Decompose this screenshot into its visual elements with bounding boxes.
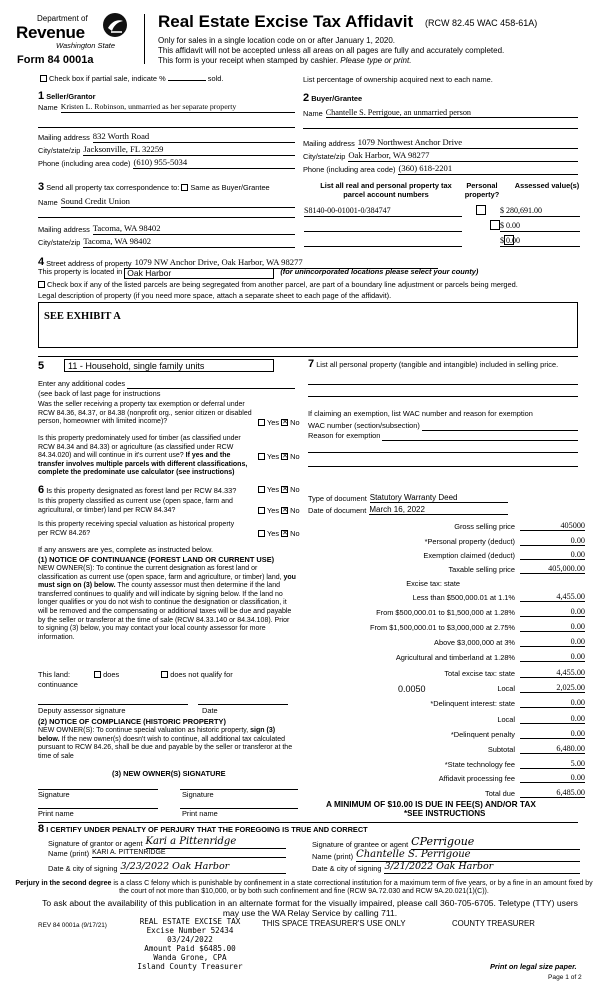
grantee-name-label: Name (print) <box>312 851 354 861</box>
calc-value-delinq-penalty[interactable]: 0.00 <box>520 729 585 739</box>
type-print-note: Please type or print. <box>340 56 412 65</box>
buyer-heading: Buyer/Grantee <box>311 94 363 103</box>
buyer-city-row <box>303 151 578 162</box>
seller-city-label: City/state/zip <box>38 146 81 156</box>
section-8-number: 8 <box>38 823 45 835</box>
notice-1-text-b: you must sign on (3) below. <box>38 573 296 590</box>
see-instructions: *SEE INSTRUCTIONS <box>404 809 486 818</box>
parcel-header-1: List all real and personal property tax <box>320 181 452 190</box>
section-2-title <box>303 92 362 105</box>
doc-date-field[interactable]: March 16, 2022 <box>369 505 508 515</box>
q4-no-checkbox[interactable] <box>281 507 288 514</box>
this-land-label: This land: <box>38 670 71 679</box>
perjury-note <box>10 880 598 897</box>
personal-property-text: List all personal property (tangible and intangible) included in selling price. <box>316 360 559 369</box>
codes-row <box>38 380 295 389</box>
notice-2-title: (2) NOTICE OF COMPLIANCE (HISTORIC PROPERTY) <box>38 717 226 726</box>
deputy-label: Deputy assessor signature <box>38 706 126 715</box>
q1-answers <box>258 419 300 428</box>
calc-label-delinq-penalty: *Delinquent penalty <box>450 730 515 739</box>
notice-2-text-a: NEW OWNER(S): To continue special valuation as historic property, <box>38 727 251 734</box>
buyer-phone-label: Phone (including area code) <box>303 165 396 175</box>
stamp-line-3: 03/24/2022 <box>167 935 213 944</box>
calc-value-tier3[interactable]: 0.00 <box>520 622 585 632</box>
notice-1-text-c: The county assessor must then determine if the land transferred continues to qualify and will indicate by signing below. If the land no longer qualifies or you do not wish to continue the designation or classification, it will be removed and the compensating or additional taxes will be due and payable by the seller or transferor at the time of sale (RCW 84.33.140 or 84.34.108). Prior to signing (3) below, you may contact your local county assessor for more information. <box>38 582 292 641</box>
form-rcw: (RCW 82.45 WAC 458-61A) <box>425 18 538 28</box>
timber-question <box>38 435 258 478</box>
seller-name-row <box>38 103 295 113</box>
stamp-line-6: Island County Treasurer <box>137 962 243 971</box>
calc-label-delinq-local: Local <box>497 715 515 724</box>
q4-answers <box>258 507 300 516</box>
partial-sold-label: sold. <box>207 74 224 83</box>
buyer-mail-field[interactable]: 1079 Northwest Anchor Drive <box>358 138 578 149</box>
calc-value-exemption[interactable]: 0.00 <box>520 550 585 560</box>
corr-mail-row <box>38 224 295 235</box>
grantee-date-city[interactable]: 3/21/2022 Oak Harbor <box>384 862 580 874</box>
calc-label-delinq-interest: *Delinquent interest: state <box>430 699 515 708</box>
q2-yes-checkbox[interactable] <box>258 453 265 460</box>
legal-description-box[interactable] <box>38 302 578 348</box>
no-label: No <box>290 529 300 538</box>
header-divider <box>144 14 145 64</box>
wa-logo-icon <box>102 12 128 38</box>
parcel-3-field[interactable] <box>304 236 462 247</box>
grantee-sig-row <box>312 836 580 850</box>
corr-mail-field[interactable]: Tacoma, WA 98402 <box>93 224 295 235</box>
personal-1-checkbox[interactable] <box>476 205 486 215</box>
state-label: Washington State <box>56 41 116 50</box>
legal-label: Legal description of property (if you need more space, attach a separate sheet to each page of the affidavit). <box>38 291 392 300</box>
local-rate: 0.0050 <box>398 684 426 694</box>
doc-type-field[interactable]: Statutory Warranty Deed <box>370 493 508 503</box>
q5-yes-checkbox[interactable] <box>258 530 265 537</box>
stamp-line-2: Excise Number 52434 <box>146 926 234 935</box>
wac-field[interactable] <box>422 423 578 431</box>
personal-property-line-2 <box>308 396 578 397</box>
seller-phone-row <box>38 158 295 169</box>
revision-label: REV 84 0001a (9/17/21) <box>38 922 107 929</box>
yes-label: Yes <box>267 529 280 538</box>
doc-type-label: Type of document <box>308 493 367 503</box>
yes-label: Yes <box>267 452 280 461</box>
corr-extra-line <box>38 217 295 218</box>
reason-line-2 <box>308 452 578 453</box>
legal-description-value: SEE EXHIBIT A <box>44 311 121 322</box>
buyer-mail-label: Mailing address <box>303 139 355 149</box>
treasurer-use-label: THIS SPACE TREASURER'S USE ONLY <box>262 919 406 928</box>
q5-answers <box>258 530 300 539</box>
calc-label-affidavit-fee: Affidavit processing fee <box>438 774 515 783</box>
section-7-number: 7 <box>308 358 315 370</box>
no-label: No <box>290 485 300 494</box>
q3-yes-checkbox[interactable] <box>258 486 265 493</box>
certify-label: I CERTIFY UNDER PENALTY OF PERJURY THAT THE FOREGOING IS TRUE AND CORRECT <box>46 825 368 834</box>
seller-extra-line <box>38 127 295 128</box>
notice-3-title: (3) NEW OWNER(S) SIGNATURE <box>112 769 226 778</box>
current-use-question: Is this property classified as current use (open space, farm and agricultural, or timber) land per RCW 84.34? <box>38 498 233 514</box>
corr-name-row <box>38 197 295 208</box>
perjury-text: is a class C felony which is punishable by confinement in a state correctional institution for a maximum term of five years, or by a fine in an amount fixed by the court of not more than $10,000, or by both such confinement and fine (RCW 9A.72.030 and RCW 9A.20.021(1)(C)). <box>111 880 593 896</box>
parcel-header-2: parcel account numbers <box>343 190 429 199</box>
yes-label: Yes <box>267 418 280 427</box>
grantee-signature[interactable]: CPerrigoue <box>411 836 580 850</box>
timber-question-note: If yes and the transfer involves multiple parcels with different classifications, complete the predominate use calculator (see instructions) <box>38 452 248 477</box>
codes-note: (see back of last page for instructions <box>38 389 161 398</box>
deputy-date-label: Date <box>202 706 218 715</box>
corr-city-field[interactable]: Tacoma, WA 98402 <box>83 237 295 248</box>
calc-label-taxable: Taxable selling price <box>448 565 515 574</box>
same-as-buyer-checkbox[interactable] <box>181 184 188 191</box>
owner-sig-label-1: Signature <box>38 790 70 799</box>
corr-city-label: City/state/zip <box>38 238 81 248</box>
yes-label: Yes <box>267 485 280 494</box>
calc-label-tier2: From $500,000.01 to $1,500,000 at 1.28% <box>376 608 515 617</box>
reason-line-3 <box>308 466 578 467</box>
calc-label-tier4: Above $3,000,000 at 3% <box>434 638 515 647</box>
same-as-buyer-label: Same as Buyer/Grantee <box>190 183 270 192</box>
stamp-line-4: Amount Paid $6485.00 <box>144 944 236 953</box>
partial-sale-row <box>40 75 223 84</box>
q4-yes-checkbox[interactable] <box>258 507 265 514</box>
seller-mail-field[interactable]: 832 Worth Road <box>93 132 295 143</box>
calc-value-delinq-interest[interactable]: 0.00 <box>520 698 585 708</box>
reason-field[interactable] <box>382 433 578 441</box>
q1-no-checkbox[interactable] <box>281 419 288 426</box>
notice-2-text <box>38 727 298 761</box>
located-row <box>38 268 478 279</box>
calc-label-gross: Gross selling price <box>454 522 515 531</box>
minimum-note: A MINIMUM OF $10.00 IS DUE IN FEE(S) AND/OR TAX <box>326 799 536 809</box>
perjury-bold: Perjury in the second degree <box>15 880 112 887</box>
section-3-number: 3 <box>38 181 45 193</box>
calc-value-delinq-local[interactable]: 0.00 <box>520 714 585 724</box>
page-number: Page 1 of 2 <box>548 974 582 981</box>
codes-field[interactable] <box>127 381 295 389</box>
form-title: Real Estate Excise Tax Affidavit <box>158 12 414 31</box>
timber-question-text: Is this property predominately used for timber (as classified under RCW 84.34 and 84.33) or agriculture (as classified under RCW 84.34.020) and will continue in it's current use? <box>38 435 241 460</box>
historic-question: Is this property receiving special valuation as historical property per RCW 84.26? <box>38 521 235 537</box>
exemption-label: If claiming an exemption, list WAC number and reason for exemption <box>308 409 533 418</box>
seller-heading: Seller/Grantor <box>46 92 96 101</box>
calc-value-tier4[interactable]: 0.00 <box>520 637 585 647</box>
forest-question <box>38 484 236 497</box>
calc-value-personal[interactable]: 0.00 <box>520 536 585 546</box>
no-label: No <box>290 452 300 461</box>
location-select[interactable]: Oak Harbor <box>124 268 274 279</box>
buyer-extra-line <box>303 128 578 129</box>
grantor-signature[interactable]: Kari a Pittenridge <box>146 836 287 849</box>
does-not-checkbox[interactable] <box>161 671 168 678</box>
does-label: does <box>103 670 120 679</box>
wac-label: WAC number (section/subsection) <box>308 421 420 430</box>
seller-mail-label: Mailing address <box>38 133 90 143</box>
no-label: No <box>290 506 300 515</box>
section-4-number: 4 <box>38 256 45 268</box>
personal-property-label <box>308 360 583 370</box>
grantee-sig-label: Signature of grantee or agent <box>312 840 409 850</box>
codes-label: Enter any additional codes <box>38 379 126 388</box>
buyer-city-label: City/state/zip <box>303 152 346 162</box>
q1-yes-checkbox[interactable] <box>258 419 265 426</box>
section-2-number: 2 <box>303 92 310 104</box>
calc-value-local[interactable]: 2,025.00 <box>520 683 585 693</box>
owner-sig-label-2: Signature <box>182 790 214 799</box>
deputy-date-line <box>198 704 288 705</box>
q2-answers <box>258 453 300 462</box>
calc-label-excise-state: Excise tax: state <box>406 579 460 588</box>
header-logo <box>8 12 128 66</box>
grantor-sig-label: Signature of grantor or agent <box>48 838 143 848</box>
legal-paper-note: Print on legal size paper. <box>490 962 577 971</box>
buyer-name-label: Name <box>303 108 323 118</box>
revenue-wordmark: Revenue <box>16 23 85 42</box>
calc-value-total-state[interactable]: 4,455.00 <box>520 668 585 678</box>
calc-value-agri[interactable]: 0.00 <box>520 652 585 662</box>
forest-question-text: Is this property designated as forest land per RCW 84.33? <box>46 486 237 495</box>
correspondence-label: Send all property tax correspondence to: <box>46 183 180 192</box>
buyer-city-field[interactable]: Oak Harbor, WA 98277 <box>348 151 578 162</box>
no-label: No <box>290 418 300 427</box>
personal-property-line-1 <box>308 384 578 385</box>
grantee-date-label: Date & city of signing <box>312 864 382 874</box>
partial-percent-field[interactable] <box>168 80 206 81</box>
does-checkbox[interactable] <box>94 671 101 678</box>
alt-format-note: To ask about the availability of this publication in an alternate format for the visually impaired, please call 360-705-6705. Teletype (TTY) users may use the WA Relay Service by calling 711. <box>42 898 578 918</box>
section-1-title <box>38 90 95 103</box>
corr-name-field[interactable]: Sound Credit Union <box>61 197 295 208</box>
partial-sale-label: Check box if partial sale, indicate % <box>49 74 166 83</box>
grantor-name-row <box>48 849 286 858</box>
county-treasurer-label: COUNTY TREASURER <box>452 919 535 928</box>
doc-type-row <box>308 493 508 503</box>
parcel-1-field[interactable]: S8140-00-01001-0/384747 <box>304 206 462 217</box>
grantor-name-label: Name (print) <box>48 848 90 858</box>
corr-name-label: Name <box>38 198 58 208</box>
reason-row <box>308 432 578 441</box>
assessed-2-field[interactable]: $ 0.00 <box>500 221 580 232</box>
calc-value-gross[interactable]: 405000 <box>520 521 585 531</box>
calc-value-affidavit-fee[interactable]: 0.00 <box>520 773 585 783</box>
segregated-row <box>38 281 518 290</box>
segregated-label: Check box if any of the listed parcels are being segregated from another parcel, are part of a boundary line adjustment or parcels being merged. <box>47 280 518 289</box>
certify-row <box>38 823 368 836</box>
grantor-date-label: Date & city of signing <box>48 864 118 874</box>
grantor-name-print[interactable]: KARI A. PITTENRIDGE <box>92 849 286 858</box>
header-line-3 <box>158 56 411 65</box>
ownership-note: List percentage of ownership acquired next to each name. <box>303 75 493 84</box>
dept-label: Department of <box>37 14 88 23</box>
calc-label-personal: *Personal property (deduct) <box>424 537 515 546</box>
calc-value-tech-fee[interactable]: 5.00 <box>520 759 585 769</box>
notice-1-text-a: NEW OWNER(S): To continue the current designation as forest land or classification as current use (open space, farm and agriculture, or timber) land, <box>38 565 284 581</box>
land-use-select[interactable]: 11 - Household, single family units <box>64 359 274 372</box>
notice-2-text-c: If the new owner(s) doesn't wish to continue, all additional tax calculated pursuant to RCW 84.26, shall be due and payable by the seller or transferor at the time of sale <box>38 735 293 760</box>
calc-label-local: Local <box>497 684 515 693</box>
grantee-name-print[interactable]: Chantelle S. Perrigoue <box>356 849 580 862</box>
owner-print-label-2: Print name <box>182 809 218 818</box>
doc-date-label: Date of document <box>308 505 367 515</box>
grantee-date-row <box>312 862 580 874</box>
section-6-number: 6 <box>38 484 45 496</box>
any-yes-note: If any answers are yes, complete as instructed below. <box>38 545 213 554</box>
assessed-1-field[interactable]: $ 280,691.00 <box>500 206 580 217</box>
form-number: Form 84 0001a <box>17 54 94 66</box>
corr-city-row <box>38 237 295 248</box>
section-1-number: 1 <box>38 90 45 102</box>
segregated-checkbox[interactable] <box>38 281 45 288</box>
calc-value-total-due[interactable]: 6,485.00 <box>520 788 585 798</box>
calc-label-total-due: Total due <box>485 789 515 798</box>
seller-phone-label: Phone (including area code) <box>38 159 131 169</box>
buyer-phone-field[interactable]: (360) 618-2201 <box>398 164 578 175</box>
personal-header: Personal property? <box>464 181 500 199</box>
stamp-line-1: REAL ESTATE EXCISE TAX <box>139 917 241 926</box>
calc-label-subtotal: Subtotal <box>487 745 515 754</box>
grantor-date-row <box>48 862 286 874</box>
q2-no-checkbox[interactable] <box>281 453 288 460</box>
located-note: (for unincorporated locations please select your county) <box>280 267 479 276</box>
assessed-3-field[interactable]: $ 0.00 <box>500 236 580 247</box>
grantee-name-row <box>312 849 580 862</box>
buyer-phone-row <box>303 164 578 175</box>
seller-city-row <box>38 145 295 156</box>
calc-value-tier2[interactable]: 0.00 <box>520 607 585 617</box>
deputy-signature-line <box>38 704 188 705</box>
receipt-note: This form is your receipt when stamped by cashier. <box>158 56 341 65</box>
seller-city-field[interactable]: Jacksonville, FL 32259 <box>83 145 295 156</box>
does-not-label: does not qualify for <box>170 670 233 679</box>
section-3-title <box>38 181 270 194</box>
calc-value-subtotal[interactable]: 6,480.00 <box>520 744 585 754</box>
seller-name-label: Name <box>38 103 58 113</box>
notice-1-title: (1) NOTICE OF CONTINUANCE (FOREST LAND OR CURRENT USE) <box>38 555 275 564</box>
corr-mail-label: Mailing address <box>38 225 90 235</box>
partial-sale-checkbox[interactable] <box>40 75 47 82</box>
owner-print-label-1: Print name <box>38 809 74 818</box>
street-label: Street address of property <box>46 259 132 269</box>
yes-label: Yes <box>267 506 280 515</box>
seller-name-field[interactable]: Kristen L. Robinson, unmarried as her separate property <box>61 103 295 113</box>
seller-phone-field[interactable]: (610) 955-5034 <box>133 158 295 169</box>
calc-label-exemption: Exemption claimed (deduct) <box>423 551 515 560</box>
header-line-1: Only for sales in a single location code on or after January 1, 2020. <box>158 36 396 45</box>
exemption-question: Was the seller receiving a property tax exemption or deferral under RCW 84.36, 84.37, or 84.38 (nonprofit org., senior citizen or disabled person, homeowner with limited income)? <box>38 401 252 426</box>
buyer-name-row <box>303 108 578 118</box>
street-field[interactable]: 1079 NW Anchor Drive, Oak Harbor, WA 98277 <box>135 258 438 269</box>
wac-row <box>308 422 578 431</box>
notice-2-text-b: sign (3) below. <box>38 727 276 743</box>
q3-no-checkbox[interactable] <box>281 486 288 493</box>
grantor-date-city[interactable]: 3/23/2022 Oak Harbor <box>120 862 286 874</box>
parcel-2-field[interactable] <box>304 221 462 232</box>
notice-1-text <box>38 565 296 642</box>
header-line-2: This affidavit will not be accepted unless all areas on all pages are fully and accurately completed. <box>158 46 505 55</box>
section-divider <box>38 356 578 357</box>
personal-2-checkbox[interactable] <box>490 220 500 230</box>
reason-label: Reason for exemption <box>308 431 381 440</box>
calc-value-tier1[interactable]: 4,455.00 <box>520 592 585 602</box>
stamp-line-5: Wanda Grone, CPA <box>153 953 227 962</box>
calc-label-tier3: From $1,500,000.01 to $3,000,000 at 2.75% <box>369 623 515 632</box>
calc-label-total-state: Total excise tax: state <box>444 669 515 678</box>
calc-value-taxable[interactable]: 405,000.00 <box>520 564 585 574</box>
this-land-row <box>38 671 233 680</box>
calc-label-agri: Agricultural and timberland at 1.28% <box>395 653 515 662</box>
calc-label-tier1: Less than $500,000.01 at 1.1% <box>412 593 515 602</box>
section-5-number: 5 <box>38 360 45 372</box>
seller-mail-row <box>38 132 295 143</box>
buyer-mail-row <box>303 138 578 149</box>
grantor-sig-row <box>48 836 286 849</box>
q5-no-checkbox[interactable] <box>281 530 288 537</box>
q3-answers <box>258 486 300 495</box>
treasurer-stamp <box>130 917 250 971</box>
calc-label-tech-fee: *State technology fee <box>444 760 515 769</box>
assessed-header: Assessed value(s) <box>514 181 580 190</box>
located-label: This property is located in <box>38 267 123 276</box>
continuance-label: continuance <box>38 680 78 689</box>
buyer-name-field[interactable]: Chantelle S. Perrigoue, an unmarried person <box>326 108 578 118</box>
doc-date-row <box>308 505 508 515</box>
